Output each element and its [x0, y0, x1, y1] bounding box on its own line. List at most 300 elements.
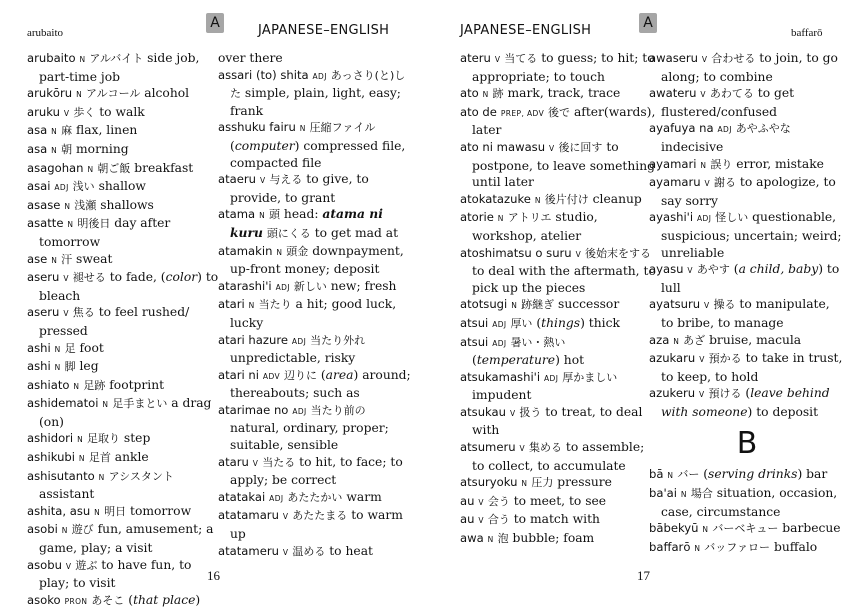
japanese-term: 扱う — [519, 405, 542, 419]
gloss-text: to hit, to face; to apply; be correct — [230, 454, 403, 488]
japanese-term: 後に回す — [558, 140, 603, 154]
dictionary-entry — [460, 530, 656, 549]
gloss-text: buffalo — [770, 539, 818, 554]
entry-headword: atorie — [460, 210, 494, 225]
gloss-text: shallow — [94, 179, 146, 194]
entry-headword: asatte — [27, 216, 64, 231]
entry-headword: asobu — [27, 557, 62, 572]
part-of-speech-label: V — [700, 90, 706, 100]
dictionary-entry — [218, 206, 414, 242]
right-page-title: JAPANESE–ENGLISH — [460, 23, 592, 38]
japanese-term: 怪しい — [715, 211, 749, 225]
entry-headword: atoshimatsu o suru — [460, 245, 572, 260]
dictionary-entry — [649, 209, 845, 261]
dictionary-entry — [27, 85, 223, 104]
gloss-text: breakfast — [130, 160, 194, 175]
gloss-text: foot — [75, 340, 104, 355]
gloss-text: ) to bleach — [39, 270, 219, 303]
japanese-term: あやす — [696, 263, 730, 277]
dictionary-entry — [27, 160, 223, 179]
part-of-speech-label: N — [102, 400, 109, 410]
japanese-term: 浅瀬 — [74, 198, 97, 212]
dictionary-entry — [460, 104, 656, 139]
japanese-term: 遊ぶ — [75, 558, 98, 572]
left-page — [0, 0, 431, 607]
japanese-term: 厚かましい — [562, 370, 618, 384]
japanese-term: 頭にくる — [266, 226, 311, 240]
entry-headword: awateru — [649, 86, 697, 101]
gloss-text: ) around; thereabouts; such as — [230, 367, 411, 401]
japanese-term: 当たる — [262, 455, 296, 469]
gloss-text: to feel rushed/ pressed — [39, 305, 190, 338]
gloss-text: morning — [72, 141, 129, 156]
gloss-text: to join, to go along; to combine — [661, 51, 838, 84]
japanese-term: あっさり(と)した — [230, 68, 406, 101]
dictionary-entry — [460, 85, 656, 104]
japanese-term: アシスタント — [108, 469, 174, 483]
dictionary-entry — [218, 296, 414, 331]
gloss-text: ) to lull — [661, 262, 840, 295]
part-of-speech-label: N — [51, 145, 58, 155]
part-of-speech-label: V — [282, 547, 289, 557]
japanese-term: バーベキュー — [712, 522, 779, 536]
right-page-number: 17 — [637, 568, 650, 583]
gloss-text: head: — [280, 207, 323, 222]
entry-headword: arubaito — [27, 51, 76, 65]
entry-headword: ashisutanto — [27, 468, 95, 483]
gloss-text: shallows — [96, 197, 154, 212]
japanese-term: 褪せる — [72, 271, 106, 285]
gloss-text: to heat — [325, 543, 373, 558]
part-of-speech-label: PREP, ADV — [500, 108, 545, 118]
left-guide-word: arubaito — [27, 27, 64, 39]
dictionary-entry — [460, 369, 656, 404]
japanese-term: 汗 — [61, 252, 73, 266]
japanese-term: アトリエ — [507, 211, 552, 225]
part-of-speech-label: V — [509, 408, 516, 418]
part-of-speech-label: N — [299, 124, 306, 134]
part-of-speech-label: V — [701, 55, 708, 64]
gloss-text: new; fresh — [326, 278, 397, 293]
gloss-text: ) bar — [797, 467, 828, 482]
dictionary-entry — [649, 466, 845, 485]
japanese-term: 明日 — [104, 504, 127, 518]
gloss-text: fun, amusement; a game, play; a visit — [39, 522, 214, 556]
part-of-speech-label: V — [252, 458, 259, 468]
part-of-speech-label: N — [61, 526, 68, 536]
entry-headword: atari ni — [218, 367, 259, 382]
dictionary-entry — [218, 119, 414, 171]
entry-headword: atotsugi — [460, 297, 508, 312]
part-of-speech-label: N — [276, 247, 283, 257]
left-letter-tab: A — [206, 13, 224, 33]
dictionary-entry — [460, 296, 656, 315]
dictionary-entry — [27, 557, 223, 592]
japanese-term: 麻 — [61, 124, 73, 138]
japanese-term: アルバイト — [89, 52, 144, 65]
gloss-note-italic: leave behind with someone — [661, 386, 830, 419]
japanese-term: 後始末をする — [585, 246, 652, 260]
japanese-term: 頭金 — [286, 244, 309, 258]
gloss-text: ( — [729, 262, 739, 277]
gloss-text: ) thick — [580, 315, 620, 330]
japanese-term: 謝る — [713, 176, 736, 190]
japanese-term: 朝 — [61, 142, 73, 156]
part-of-speech-label: N — [694, 543, 701, 553]
gloss-text: unpredictable, risky — [230, 351, 356, 366]
left-page-number: 16 — [207, 568, 220, 583]
right-column-2-a-entries — [649, 50, 845, 420]
entry-headword: asobi — [27, 522, 58, 537]
entry-headword: aza — [649, 332, 670, 347]
entry-headword: atsui — [460, 315, 489, 330]
entry-headword: asai — [27, 179, 51, 194]
entry-headword: atokatazuke — [460, 191, 531, 206]
gloss-text: step — [120, 431, 151, 446]
dictionary-entry — [27, 503, 223, 522]
gloss-text: ) compressed file, compacted file — [230, 138, 406, 170]
japanese-term: 遊び — [71, 523, 94, 537]
entry-headword: ateru — [460, 51, 491, 65]
entry-headword: bā — [649, 467, 664, 482]
part-of-speech-label: N — [482, 90, 489, 100]
right-column-1 — [460, 50, 656, 549]
entry-headword: ashidori — [27, 431, 74, 446]
japanese-term: 焦る — [72, 306, 95, 320]
entry-headword: ashita, asu — [27, 503, 91, 518]
japanese-term: 温める — [292, 544, 326, 558]
entry-headword: ashikubi — [27, 450, 75, 465]
part-of-speech-label: N — [259, 211, 266, 221]
gloss-text: ) — [195, 592, 201, 607]
part-of-speech-label: V — [259, 176, 266, 186]
dictionary-entry — [460, 209, 656, 244]
dictionary-entry — [27, 50, 223, 85]
entry-headword: azukeru — [649, 386, 696, 401]
part-of-speech-label: V — [478, 497, 484, 507]
dictionary-entry — [218, 543, 414, 562]
entry-headword: asoko — [27, 592, 61, 607]
part-of-speech-label: ADV — [262, 371, 281, 381]
entry-headword: atsukamashi'i — [460, 369, 541, 384]
entry-headword: atamakin — [218, 243, 273, 258]
dictionary-entry — [27, 215, 223, 250]
gloss-text: to treat, to deal with — [472, 404, 643, 438]
part-of-speech-label: N — [702, 525, 709, 535]
section-letter-b: B — [736, 426, 758, 462]
part-of-speech-label: V — [282, 512, 289, 522]
left-page-title: JAPANESE–ENGLISH — [258, 23, 390, 38]
dictionary-entry — [460, 474, 656, 493]
part-of-speech-label: N — [73, 381, 80, 391]
japanese-term: 暑い・熱い — [510, 335, 566, 349]
part-of-speech-label: N — [248, 301, 255, 311]
entry-headword: atsui — [460, 334, 489, 349]
dictionary-entry — [27, 178, 223, 197]
dictionary-entry — [218, 67, 414, 120]
part-of-speech-label: V — [65, 561, 72, 571]
part-of-speech-label: N — [67, 220, 74, 230]
japanese-term: あそこ — [91, 593, 125, 607]
part-of-speech-label: N — [511, 301, 518, 311]
part-of-speech-label: N — [54, 344, 61, 354]
part-of-speech-label: N — [487, 535, 494, 545]
gloss-text: mark, track, trace — [503, 86, 621, 101]
example-phrase: atama ni kuru — [230, 206, 383, 240]
dictionary-entry — [27, 269, 223, 304]
japanese-term: 誤り — [710, 157, 733, 171]
dictionary-entry — [460, 511, 656, 530]
entry-headword: atsuryoku — [460, 475, 518, 490]
dictionary-entry — [27, 340, 223, 359]
japanese-term: 辺りに — [283, 368, 317, 382]
dictionary-entry — [218, 332, 414, 367]
gloss-text: barbecue — [778, 521, 841, 536]
dictionary-entry — [27, 251, 223, 270]
japanese-term: あわてる — [709, 87, 754, 101]
right-guide-word: baffarō — [791, 27, 823, 39]
gloss-text: indecisive — [661, 139, 724, 154]
dictionary-entry — [649, 261, 845, 296]
japanese-term: 朝ご飯 — [97, 161, 131, 175]
dictionary-entry — [460, 139, 656, 191]
gloss-note-italic: temperature — [476, 353, 556, 368]
dictionary-entry — [218, 171, 414, 206]
part-of-speech-label: N — [87, 164, 94, 174]
gloss-text: cleanup — [588, 191, 642, 206]
japanese-term: 操る — [713, 298, 736, 312]
dictionary-entry — [649, 385, 845, 420]
japanese-term: 集める — [528, 441, 562, 455]
entry-headword: ayafuya na — [649, 121, 714, 136]
part-of-speech-label: N — [667, 471, 674, 481]
entry-headword: atsumeru — [460, 440, 516, 455]
japanese-term: 合う — [487, 513, 510, 527]
japanese-term: 圧縮ファイル — [309, 121, 376, 135]
part-of-speech-label: N — [51, 255, 58, 265]
part-of-speech-label: N — [700, 160, 707, 170]
dictionary-entry — [218, 454, 414, 489]
part-of-speech-label: N — [521, 479, 528, 489]
entry-headword: aseru — [27, 305, 60, 320]
gloss-text: to walk — [95, 104, 145, 119]
dictionary-entry — [27, 122, 223, 141]
dictionary-entry — [460, 334, 656, 369]
gloss-text: to deal with the aftermath, to pick up the pieces — [472, 264, 656, 295]
dictionary-entry — [218, 243, 414, 278]
gloss-text: studio, workshop, atelier — [472, 210, 598, 243]
entry-headword: ashi — [27, 359, 51, 374]
japanese-term: 脚 — [64, 360, 76, 374]
gloss-text: bubble; foam — [508, 531, 595, 546]
dictionary-entry — [27, 449, 223, 468]
japanese-term: アルコール — [86, 87, 141, 101]
part-of-speech-label: ADJ — [697, 214, 712, 224]
dictionary-entry — [649, 332, 845, 351]
entry-headword: ashi — [27, 340, 51, 355]
entry-headword: ba'ai — [649, 486, 677, 501]
dictionary-entry — [649, 350, 845, 385]
dictionary-entry — [27, 592, 223, 610]
dictionary-entry — [27, 141, 223, 160]
japanese-term: 圧力 — [531, 476, 554, 490]
gloss-text: downpayment, up-front money; deposit — [230, 243, 404, 277]
entry-headword: asa — [27, 141, 48, 156]
entry-headword: atatamaru — [218, 508, 279, 523]
part-of-speech-label: N — [680, 490, 687, 500]
right-column-2-b-entries — [649, 466, 845, 557]
part-of-speech-label: V — [687, 266, 693, 276]
dictionary-entry — [27, 304, 223, 339]
gloss-note-italic: computer — [234, 138, 295, 153]
part-of-speech-label: ADJ — [54, 183, 69, 193]
entry-headword: asase — [27, 197, 61, 212]
gloss-note-italic: things — [541, 315, 581, 330]
entry-headword: awa — [460, 531, 484, 546]
japanese-term: 足 — [64, 341, 76, 355]
gloss-text: natural, ordinary, proper; suitable, sensible — [230, 421, 389, 453]
japanese-term: 明後日 — [77, 217, 111, 231]
dictionary-entry — [27, 468, 223, 503]
entry-headword: arukōru — [27, 86, 73, 101]
gloss-text: ( — [741, 386, 751, 401]
japanese-term: 泡 — [497, 532, 509, 546]
part-of-speech-label: V — [704, 301, 710, 311]
gloss-note-italic: that place — [133, 592, 196, 607]
japanese-term: 跡 — [492, 87, 504, 101]
gloss-text: side job, part-time job — [39, 51, 200, 84]
japanese-term: 会う — [487, 494, 510, 508]
entry-headword: atarimae no — [218, 402, 289, 417]
part-of-speech-label: V — [63, 274, 69, 284]
gloss-text: tomorrow — [126, 503, 192, 518]
dictionary-entry — [218, 367, 414, 402]
gloss-text: to take in trust, to keep, to hold — [661, 351, 843, 384]
part-of-speech-label: ADJ — [717, 125, 732, 135]
part-of-speech-label: N — [51, 127, 58, 137]
dictionary-entry — [218, 489, 414, 508]
japanese-term: 預かる — [708, 352, 742, 366]
part-of-speech-label: N — [534, 195, 541, 205]
dictionary-entry — [460, 493, 656, 512]
dictionary-entry — [649, 539, 845, 558]
dictionary-entry — [649, 520, 845, 539]
part-of-speech-label: N — [64, 201, 71, 211]
japanese-term: 後で — [548, 105, 571, 119]
gloss-text: to give, to provide, to grant — [230, 172, 369, 205]
gloss-text: ( — [124, 592, 134, 607]
right-letter-tab: A — [639, 13, 657, 33]
part-of-speech-label: V — [699, 390, 705, 400]
part-of-speech-label: PRON — [64, 596, 88, 606]
entry-headword: asa — [27, 123, 48, 138]
gloss-text: ( — [316, 367, 326, 382]
gloss-text: successor — [554, 297, 620, 312]
gloss-text: questionable, suspicious; uncertain; weird; unreliable — [661, 210, 842, 260]
gloss-text: to get flustered/confused — [661, 86, 795, 119]
gloss-note-italic: serving drinks — [708, 467, 798, 482]
right-page — [431, 0, 862, 599]
gloss-text: warm — [342, 489, 382, 504]
entry-headword: au — [460, 512, 475, 527]
japanese-term: あざ — [683, 333, 706, 347]
entry-headword: ayasu — [649, 262, 684, 277]
entry-headword: ato de — [460, 104, 497, 119]
part-of-speech-label: N — [54, 363, 61, 373]
part-of-speech-label: ADJ — [492, 319, 507, 329]
dictionary-entry — [27, 377, 223, 396]
japanese-term: バッファロー — [704, 540, 771, 554]
japanese-term: あやふやな — [735, 122, 791, 136]
gloss-text: ( — [532, 315, 542, 330]
dictionary-entry — [218, 50, 414, 67]
gloss-text: impudent — [472, 388, 532, 403]
dictionary-entry — [460, 50, 656, 85]
entry-headword: atarashi'i — [218, 278, 272, 293]
entry-headword: asagohan — [27, 160, 84, 175]
entry-headword: ashidematoi — [27, 396, 99, 411]
entry-headword: ayashi'i — [649, 210, 694, 225]
dictionary-entry — [460, 245, 656, 297]
japanese-term: 当たり — [258, 298, 292, 312]
part-of-speech-label: N — [673, 336, 680, 346]
part-of-speech-label: ADJ — [275, 282, 290, 292]
gloss-text: a drag (on) — [39, 396, 212, 429]
gloss-text: day after tomorrow — [39, 216, 171, 249]
entry-headword: ataeru — [218, 172, 257, 187]
gloss-text: ( — [230, 138, 235, 153]
gloss-text: over there — [218, 51, 283, 65]
gloss-text: sweat — [72, 251, 113, 266]
gloss-text: to meet, to see — [509, 493, 607, 508]
gloss-text: flax, linen — [72, 123, 138, 138]
part-of-speech-label: V — [704, 179, 711, 189]
part-of-speech-label: V — [494, 55, 501, 64]
entry-headword: awaseru — [649, 51, 698, 65]
right-column-2 — [649, 50, 845, 557]
japanese-term: 当たり外れ — [310, 333, 366, 347]
entry-headword: ato — [460, 86, 479, 101]
entry-headword: aruku — [27, 104, 60, 119]
part-of-speech-label: ADJ — [544, 373, 559, 383]
japanese-term: あたたまる — [292, 509, 348, 523]
gloss-text: to fade, ( — [105, 270, 166, 285]
entry-headword: azukaru — [649, 351, 696, 366]
entry-headword: au — [460, 493, 475, 508]
gloss-note-italic: area — [325, 367, 354, 382]
gloss-text: to manipulate, to bribe, to manage — [661, 297, 830, 330]
dictionary-entry — [218, 278, 414, 297]
dictionary-entry — [27, 358, 223, 377]
gloss-text: footprint — [105, 377, 165, 392]
entry-headword: ayamaru — [649, 175, 701, 190]
dictionary-entry — [27, 104, 223, 123]
gloss-text: ( — [699, 467, 709, 482]
gloss-text: to have fun, to play; to visit — [39, 557, 192, 591]
japanese-term: あたたかい — [287, 490, 343, 504]
gloss-text: to warm up — [230, 508, 403, 542]
gloss-note-italic: a child, baby — [738, 262, 819, 277]
gloss-text: to assemble; to collect, to accumulate — [472, 440, 645, 473]
gloss-text: assistant — [39, 487, 95, 502]
entry-headword: atatakai — [218, 489, 266, 504]
entry-headword: aseru — [27, 270, 60, 285]
part-of-speech-label: V — [63, 108, 70, 118]
gloss-text: bruise, macula — [705, 332, 802, 347]
japanese-term: 足跡 — [83, 378, 106, 392]
part-of-speech-label: N — [78, 454, 85, 464]
dictionary-entry — [649, 296, 845, 331]
